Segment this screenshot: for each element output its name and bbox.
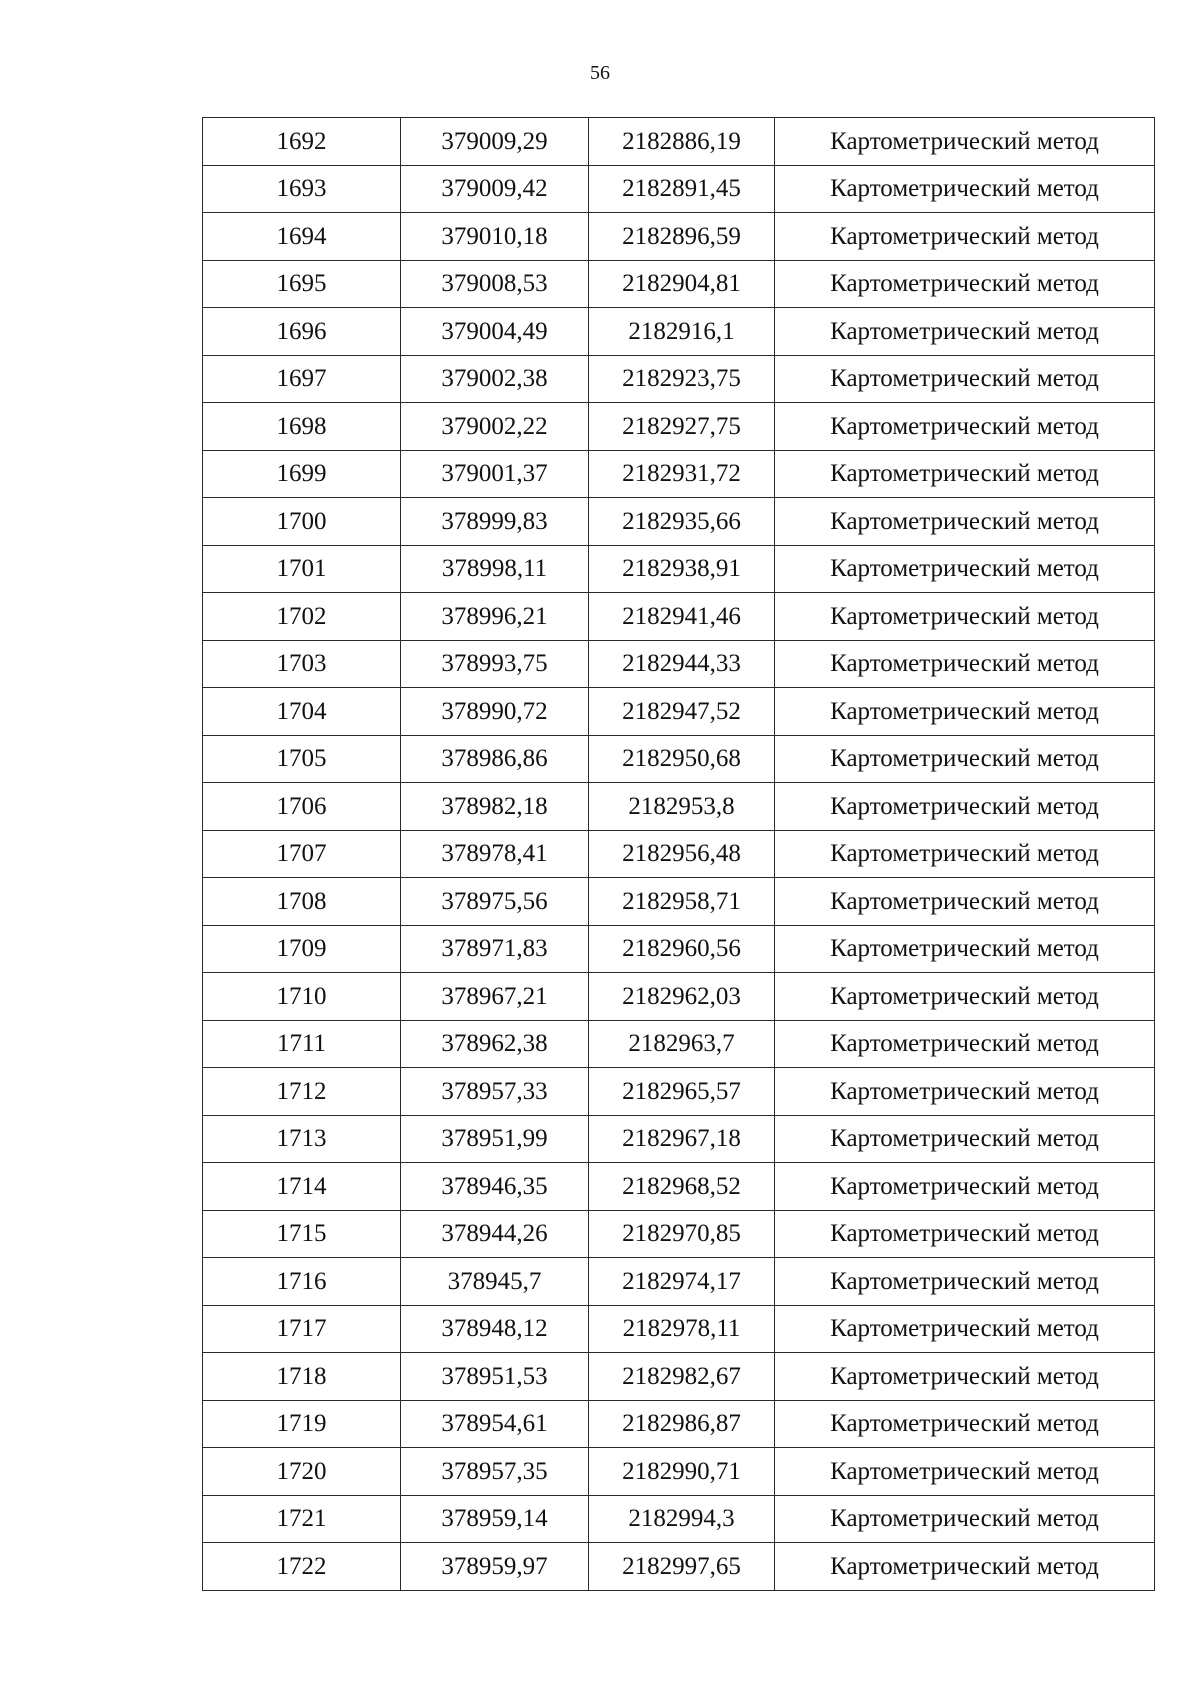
method-cell: Картометрический метод (775, 1068, 1155, 1116)
method-cell: Картометрический метод (775, 1020, 1155, 1068)
coordinates-table (202, 117, 1155, 1591)
x-coordinate-cell: 378945,7 (401, 1258, 589, 1306)
table-row (203, 260, 1155, 308)
y-coordinate-cell: 2182978,11 (589, 1305, 775, 1353)
point-number-cell: 1720 (203, 1448, 401, 1496)
point-number-cell: 1697 (203, 355, 401, 403)
y-coordinate-cell: 2182990,71 (589, 1448, 775, 1496)
method-cell: Картометрический метод (775, 735, 1155, 783)
x-coordinate-cell: 379001,37 (401, 450, 589, 498)
point-number-cell: 1722 (203, 1543, 401, 1591)
y-coordinate-cell: 2182967,18 (589, 1115, 775, 1163)
x-coordinate-cell: 378998,11 (401, 545, 589, 593)
x-coordinate-cell: 378946,35 (401, 1163, 589, 1211)
table-row (203, 1495, 1155, 1543)
point-number-cell: 1716 (203, 1258, 401, 1306)
method-cell: Картометрический метод (775, 1448, 1155, 1496)
y-coordinate-cell: 2182994,3 (589, 1495, 775, 1543)
table-row (203, 925, 1155, 973)
x-coordinate-cell: 378957,33 (401, 1068, 589, 1116)
x-coordinate-cell: 379002,38 (401, 355, 589, 403)
x-coordinate-cell: 378993,75 (401, 640, 589, 688)
table-row (203, 593, 1155, 641)
method-cell: Картометрический метод (775, 1353, 1155, 1401)
point-number-cell: 1712 (203, 1068, 401, 1116)
y-coordinate-cell: 2182896,59 (589, 213, 775, 261)
table-row (203, 213, 1155, 261)
y-coordinate-cell: 2182963,7 (589, 1020, 775, 1068)
method-cell: Картометрический метод (775, 973, 1155, 1021)
y-coordinate-cell: 2182941,46 (589, 593, 775, 641)
point-number-cell: 1699 (203, 450, 401, 498)
point-number-cell: 1708 (203, 878, 401, 926)
table-row (203, 1448, 1155, 1496)
method-cell: Картометрический метод (775, 1400, 1155, 1448)
x-coordinate-cell: 379009,42 (401, 165, 589, 213)
y-coordinate-cell: 2182938,91 (589, 545, 775, 593)
x-coordinate-cell: 378959,14 (401, 1495, 589, 1543)
table-row (203, 1115, 1155, 1163)
table-row (203, 1258, 1155, 1306)
method-cell: Картометрический метод (775, 355, 1155, 403)
y-coordinate-cell: 2182935,66 (589, 498, 775, 546)
y-coordinate-cell: 2182916,1 (589, 308, 775, 356)
method-cell: Картометрический метод (775, 260, 1155, 308)
x-coordinate-cell: 378996,21 (401, 593, 589, 641)
x-coordinate-cell: 378951,99 (401, 1115, 589, 1163)
table-row (203, 878, 1155, 926)
x-coordinate-cell: 378948,12 (401, 1305, 589, 1353)
y-coordinate-cell: 2182958,71 (589, 878, 775, 926)
table-row (203, 688, 1155, 736)
y-coordinate-cell: 2182923,75 (589, 355, 775, 403)
point-number-cell: 1694 (203, 213, 401, 261)
point-number-cell: 1702 (203, 593, 401, 641)
y-coordinate-cell: 2182944,33 (589, 640, 775, 688)
y-coordinate-cell: 2182927,75 (589, 403, 775, 451)
table-row (203, 450, 1155, 498)
y-coordinate-cell: 2182931,72 (589, 450, 775, 498)
table-row (203, 118, 1155, 166)
coordinates-table-body (203, 118, 1155, 1591)
x-coordinate-cell: 378954,61 (401, 1400, 589, 1448)
x-coordinate-cell: 379002,22 (401, 403, 589, 451)
point-number-cell: 1715 (203, 1210, 401, 1258)
method-cell: Картометрический метод (775, 213, 1155, 261)
method-cell: Картометрический метод (775, 545, 1155, 593)
method-cell: Картометрический метод (775, 830, 1155, 878)
table-row (203, 1305, 1155, 1353)
method-cell: Картометрический метод (775, 118, 1155, 166)
point-number-cell: 1709 (203, 925, 401, 973)
x-coordinate-cell: 378978,41 (401, 830, 589, 878)
table-row (203, 355, 1155, 403)
point-number-cell: 1717 (203, 1305, 401, 1353)
method-cell: Картометрический метод (775, 308, 1155, 356)
point-number-cell: 1719 (203, 1400, 401, 1448)
x-coordinate-cell: 379009,29 (401, 118, 589, 166)
method-cell: Картометрический метод (775, 688, 1155, 736)
method-cell: Картометрический метод (775, 593, 1155, 641)
table-row (203, 1210, 1155, 1258)
method-cell: Картометрический метод (775, 783, 1155, 831)
y-coordinate-cell: 2182891,45 (589, 165, 775, 213)
table-row (203, 498, 1155, 546)
y-coordinate-cell: 2182997,65 (589, 1543, 775, 1591)
method-cell: Картометрический метод (775, 1305, 1155, 1353)
table-row (203, 1068, 1155, 1116)
table-row (203, 403, 1155, 451)
point-number-cell: 1704 (203, 688, 401, 736)
y-coordinate-cell: 2182970,85 (589, 1210, 775, 1258)
table-row (203, 1163, 1155, 1211)
point-number-cell: 1713 (203, 1115, 401, 1163)
x-coordinate-cell: 379010,18 (401, 213, 589, 261)
y-coordinate-cell: 2182965,57 (589, 1068, 775, 1116)
point-number-cell: 1703 (203, 640, 401, 688)
table-row (203, 830, 1155, 878)
point-number-cell: 1698 (203, 403, 401, 451)
y-coordinate-cell: 2182960,56 (589, 925, 775, 973)
method-cell: Картометрический метод (775, 925, 1155, 973)
point-number-cell: 1711 (203, 1020, 401, 1068)
method-cell: Картометрический метод (775, 1163, 1155, 1211)
table-row (203, 308, 1155, 356)
table-row (203, 1020, 1155, 1068)
point-number-cell: 1721 (203, 1495, 401, 1543)
x-coordinate-cell: 378959,97 (401, 1543, 589, 1591)
point-number-cell: 1701 (203, 545, 401, 593)
method-cell: Картометрический метод (775, 640, 1155, 688)
x-coordinate-cell: 378982,18 (401, 783, 589, 831)
method-cell: Картометрический метод (775, 165, 1155, 213)
x-coordinate-cell: 378986,86 (401, 735, 589, 783)
method-cell: Картометрический метод (775, 1258, 1155, 1306)
x-coordinate-cell: 378967,21 (401, 973, 589, 1021)
method-cell: Картометрический метод (775, 450, 1155, 498)
point-number-cell: 1693 (203, 165, 401, 213)
table-row (203, 973, 1155, 1021)
point-number-cell: 1707 (203, 830, 401, 878)
method-cell: Картометрический метод (775, 878, 1155, 926)
page-number: 56 (590, 62, 610, 84)
x-coordinate-cell: 378999,83 (401, 498, 589, 546)
point-number-cell: 1692 (203, 118, 401, 166)
table-row (203, 545, 1155, 593)
method-cell: Картометрический метод (775, 403, 1155, 451)
table-row (203, 1353, 1155, 1401)
x-coordinate-cell: 378951,53 (401, 1353, 589, 1401)
y-coordinate-cell: 2182962,03 (589, 973, 775, 1021)
x-coordinate-cell: 378957,35 (401, 1448, 589, 1496)
table-row (203, 783, 1155, 831)
table-row (203, 1543, 1155, 1591)
table-row (203, 165, 1155, 213)
method-cell: Картометрический метод (775, 1115, 1155, 1163)
method-cell: Картометрический метод (775, 498, 1155, 546)
method-cell: Картометрический метод (775, 1495, 1155, 1543)
y-coordinate-cell: 2182904,81 (589, 260, 775, 308)
y-coordinate-cell: 2182982,67 (589, 1353, 775, 1401)
y-coordinate-cell: 2182947,52 (589, 688, 775, 736)
y-coordinate-cell: 2182953,8 (589, 783, 775, 831)
table-row (203, 735, 1155, 783)
method-cell: Картометрический метод (775, 1543, 1155, 1591)
table-row (203, 640, 1155, 688)
y-coordinate-cell: 2182974,17 (589, 1258, 775, 1306)
x-coordinate-cell: 378944,26 (401, 1210, 589, 1258)
y-coordinate-cell: 2182886,19 (589, 118, 775, 166)
table-row (203, 1400, 1155, 1448)
y-coordinate-cell: 2182950,68 (589, 735, 775, 783)
x-coordinate-cell: 379004,49 (401, 308, 589, 356)
method-cell: Картометрический метод (775, 1210, 1155, 1258)
point-number-cell: 1695 (203, 260, 401, 308)
y-coordinate-cell: 2182968,52 (589, 1163, 775, 1211)
x-coordinate-cell: 378971,83 (401, 925, 589, 973)
point-number-cell: 1700 (203, 498, 401, 546)
point-number-cell: 1710 (203, 973, 401, 1021)
y-coordinate-cell: 2182986,87 (589, 1400, 775, 1448)
x-coordinate-cell: 379008,53 (401, 260, 589, 308)
x-coordinate-cell: 378975,56 (401, 878, 589, 926)
point-number-cell: 1714 (203, 1163, 401, 1211)
y-coordinate-cell: 2182956,48 (589, 830, 775, 878)
x-coordinate-cell: 378962,38 (401, 1020, 589, 1068)
point-number-cell: 1696 (203, 308, 401, 356)
point-number-cell: 1705 (203, 735, 401, 783)
point-number-cell: 1706 (203, 783, 401, 831)
x-coordinate-cell: 378990,72 (401, 688, 589, 736)
point-number-cell: 1718 (203, 1353, 401, 1401)
